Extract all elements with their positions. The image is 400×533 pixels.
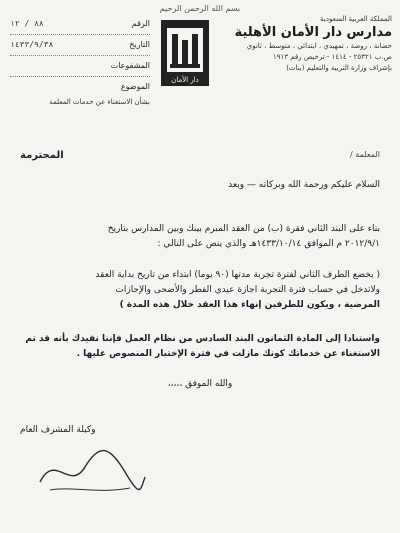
school-name: مدارس دار الأمان الأهلية xyxy=(234,25,392,40)
ref-label: الرقم xyxy=(131,19,150,28)
paragraph-1-line-1: بناء على البند الثاني فقرة (ب) من العقد المبرم بينك وبين المدارس بتاريخ xyxy=(107,224,380,234)
attachments-label: المشفوعات xyxy=(110,61,150,70)
quote-line-1: ( يخضع الطرف الثاني لفترة تجربة مدتها (٩٠ يوما) ابتداء من تاريخ بداية العقد xyxy=(95,270,380,280)
quote-line-2: ولاتدخل في حساب فترة التجربة اجازة عيدي الفطر والأضحى والإجازات xyxy=(115,285,380,295)
paragraph-2-line-2: الاستغناء عن خدماتك كونك مازلت في فترة الإختبار المنصوص عليها . xyxy=(76,349,380,359)
ref-value: ٨٨ / ١٢ xyxy=(10,19,44,28)
letter-body xyxy=(20,178,380,193)
reference-block xyxy=(10,14,150,108)
quote-line-3: المرضية ، ويكون للطرفين إنهاء هذا العقد خلال هذه المدة ) xyxy=(119,300,380,310)
paragraph-1-line-2: ٢٠١٢/٩/١ م الموافق ١٤٣٣/١٠/١٤هـ والذي ينص على التالي : xyxy=(157,239,380,249)
school-header xyxy=(234,14,392,74)
closing-line: والله الموفق ،،،،، xyxy=(167,379,233,389)
basmala: بسم الله الرحمن الرحيم xyxy=(159,4,241,13)
paragraph-1 xyxy=(20,222,380,252)
handwritten-signature xyxy=(30,442,150,502)
subject-label: الموضوع xyxy=(120,82,150,91)
contract-quote xyxy=(20,268,380,313)
school-stages: حضانة ، روضة ، تمهيدي ، ابتدائي ، متوسط ، ثانوي xyxy=(246,42,392,50)
date-label: التاريخ xyxy=(129,40,150,49)
honorific: المحترمة xyxy=(20,150,64,161)
ministry-line: بإشراف وزارة التربية والتعليم (بنات) xyxy=(286,64,392,72)
subject-value: بشأن الاستغناء عن خدمات المعلمة xyxy=(49,98,150,106)
date-value: ١٤٣٣/٩/٣٨ xyxy=(10,40,54,49)
school-logo-icon xyxy=(158,18,212,88)
closing xyxy=(150,377,250,392)
kingdom-name: المملكة العربية السعودية xyxy=(320,15,392,23)
logo-text: دار الأمان xyxy=(171,76,199,84)
greeting: السلام عليكم ورحمة الله وبركاته — وبعد xyxy=(228,180,380,190)
school-license: ص.ب ٢٥٣٢١ - ١٤١٤ - ترخيص رقم ١٩١٣ xyxy=(272,53,392,61)
paragraph-2 xyxy=(20,332,380,362)
addressee-title: المعلمة / xyxy=(350,150,380,159)
paragraph-2-line-1: واستنادا إلى المادة الثمانون البند السادس من نظام العمل فإننا نفيدك بأنه قد تم xyxy=(25,334,380,344)
signature-title: وكيلة المشرف العام xyxy=(20,425,96,435)
